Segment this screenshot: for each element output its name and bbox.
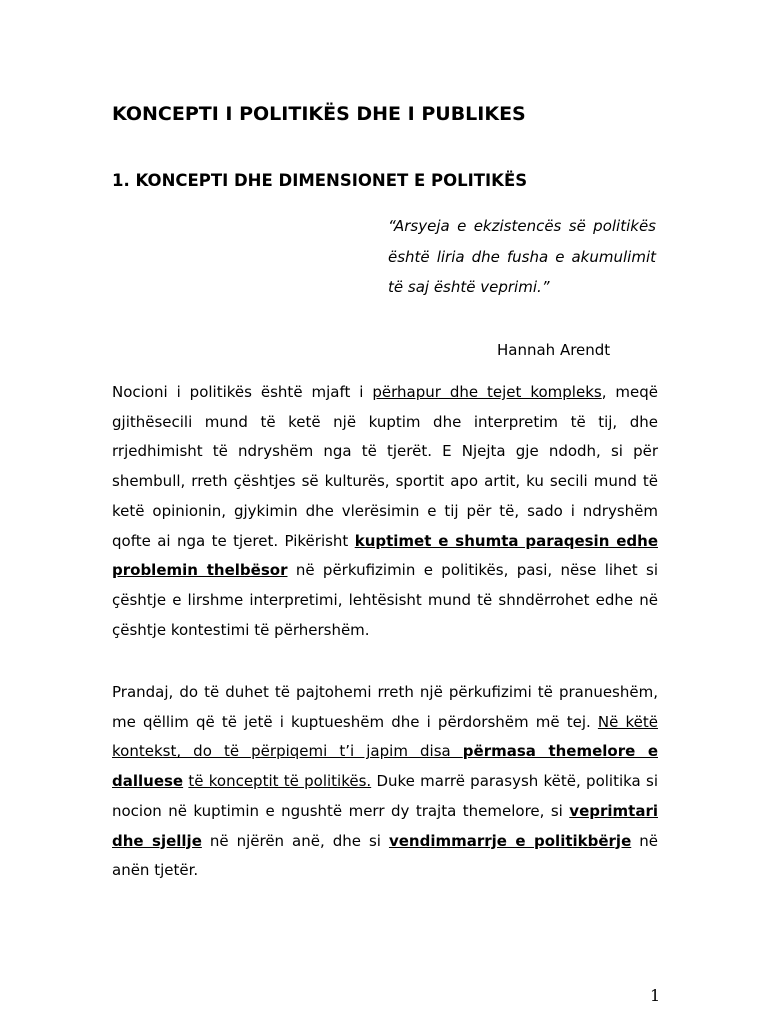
paragraph-2-text: në njërën anë, dhe si	[201, 831, 389, 850]
paragraph-2-text: Duke marrë parasysh këtë, politika si nocion në kuptimin e ngushtë merr dy trajta themelore, si	[112, 772, 658, 820]
document-title: KONCEPTI I POLITIKËS DHE I PUBLIKES	[112, 103, 526, 125]
paragraph-1	[112, 378, 658, 645]
paragraph-2-text: Prandaj, do të duhet të pajtohemi rreth një përkufizimi të pranueshëm, me qëllim që të jetë i kuptueshëm dhe i përdorshëm më tej.	[112, 683, 658, 731]
paragraph-2	[112, 678, 658, 886]
emphasized-phrase: vendimmarrje e politikbërje	[388, 831, 632, 850]
underlined-phrase: të konceptit të politikës.	[188, 772, 372, 791]
section-heading: 1. KONCEPTI DHE DIMENSIONET E POLITIKËS	[112, 171, 528, 190]
underlined-phrase: përhapur dhe tejet kompleks	[372, 383, 602, 401]
emphasized-phrase: kuptimet e shumta paraqesin edhe problemin thelbësor	[112, 531, 658, 580]
page-number: 1	[650, 986, 661, 1005]
paragraph-1-text: , meqë gjithësecili mund të ketë një kuptim dhe interpretim të tij, dhe rrjedhimisht të ndryshëm nga të tjerët. E Njejta gje ndodh, si për shembull, rreth çështjes së kulturës, sportit apo artit, ku secili mund të ketë opinionin, gjykimin dhe vlerësimin e tij për të, sado i ndryshëm qofte ai nga te tjeret. Pikërisht	[112, 383, 659, 550]
paragraph-2-text: në anën tjetër.	[112, 831, 658, 880]
emphasized-phrase: veprimtari dhe sjellje	[112, 801, 658, 850]
emphasized-phrase: përmasa themelore e dalluese	[112, 742, 658, 791]
underlined-phrase: Në këtë kontekst, do të përpiqemi t’i japim disa	[112, 712, 658, 761]
paragraph-1-text: Nocioni i politikës është mjaft i	[112, 383, 373, 401]
epigraph-author: Hannah Arendt	[497, 341, 611, 359]
epigraph-quote: “Arsyeja e ekzistencës së politikës është liria dhe fusha e akumulimit të saj është veprimi.”	[388, 217, 656, 296]
paragraph-1-text: në përkufizimin e politikës, pasi, nëse lihet si çështje e lirshme interpretimi, lehtësisht mund të shndërrohet edhe në çështje kontestimi të përhershëm.	[112, 561, 658, 639]
